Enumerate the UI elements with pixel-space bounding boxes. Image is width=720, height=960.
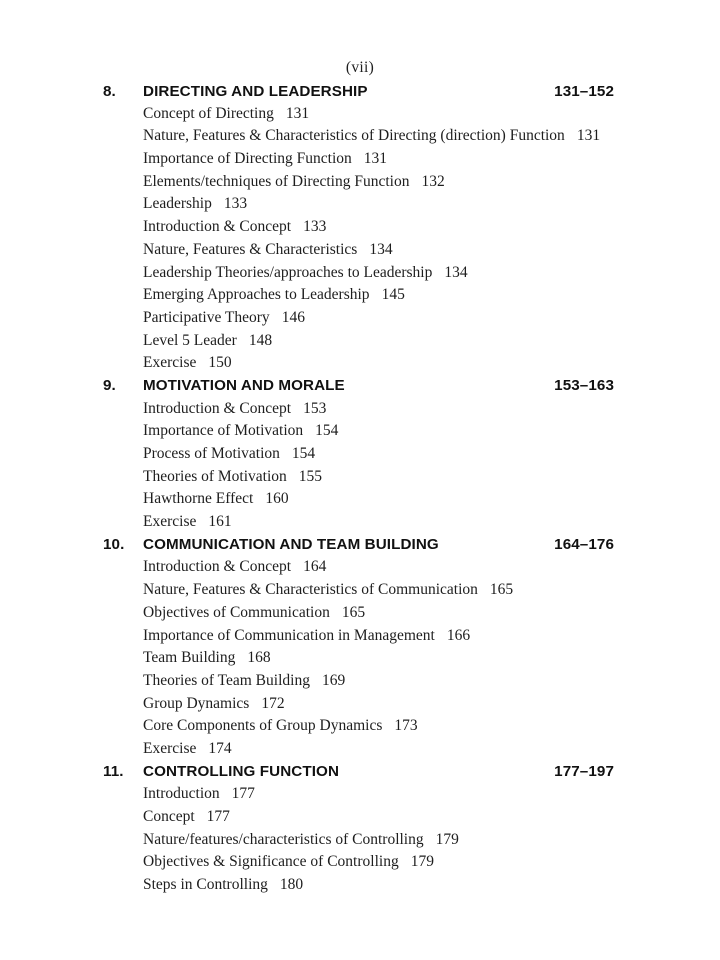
toc-entry-page: 133 xyxy=(303,218,327,236)
chapter-page-range: 164–176 xyxy=(554,536,614,554)
toc-entry-label: Importance of Communication in Management xyxy=(143,626,435,644)
toc-entry-page: 161 xyxy=(208,513,232,531)
toc-entry-label: Introduction & Concept xyxy=(143,558,292,576)
toc-entry-row xyxy=(0,851,720,874)
toc-entry-page: 172 xyxy=(261,694,285,712)
toc-entry-page: 134 xyxy=(444,263,468,281)
toc-entry-row xyxy=(0,307,720,330)
toc-entry-label: Introduction & Concept xyxy=(143,218,292,236)
toc-entry-label: Introduction xyxy=(143,785,220,803)
toc-entry-label: Nature, Features & Characteristics of Communication xyxy=(143,581,478,599)
toc-entry-row xyxy=(0,692,720,715)
toc-entry-row xyxy=(0,624,720,647)
toc-entry-row xyxy=(0,602,720,625)
chapter-number: 9. xyxy=(103,377,116,395)
toc-entry-label: Objectives of Communication xyxy=(143,603,330,621)
toc-entry-label: Exercise xyxy=(143,513,197,531)
toc-entry-row xyxy=(0,216,720,239)
toc-entry-label: Importance of Directing Function xyxy=(143,150,352,168)
toc-entry-page: 169 xyxy=(321,671,346,689)
toc-entry-page: 131 xyxy=(285,104,310,122)
toc-entry-page: 132 xyxy=(421,172,445,190)
toc-list xyxy=(0,80,720,897)
toc-entry-label: Emerging Approaches to Leadership xyxy=(143,286,370,304)
toc-entry-page: 168 xyxy=(247,649,271,667)
toc-entry-row xyxy=(0,397,720,420)
toc-entry-row xyxy=(0,239,720,262)
toc-entry-row xyxy=(0,465,720,488)
toc-entry-page: 179 xyxy=(435,830,459,848)
toc-entry-row xyxy=(0,284,720,307)
toc-entry-row xyxy=(0,738,720,761)
toc-entry-row xyxy=(0,193,720,216)
toc-entry-page: 165 xyxy=(489,581,514,599)
toc-entry-row xyxy=(0,556,720,579)
chapter-page-range: 131–152 xyxy=(554,82,614,100)
chapter-number: 11. xyxy=(103,763,124,781)
toc-entry-row xyxy=(0,828,720,851)
toc-entry-row xyxy=(0,488,720,511)
chapter-heading-row xyxy=(0,375,720,398)
toc-entry-label: Exercise xyxy=(143,354,197,372)
chapter-heading-row xyxy=(0,80,720,103)
toc-entry-page: 150 xyxy=(208,354,232,372)
toc-entry-page: 154 xyxy=(315,422,339,440)
toc-entry-page: 131 xyxy=(576,127,601,145)
chapter-title: COMMUNICATION AND TEAM BUILDING xyxy=(143,536,439,554)
toc-entry-page: 180 xyxy=(279,876,304,894)
toc-entry-row xyxy=(0,125,720,148)
chapter-title: CONTROLLING FUNCTION xyxy=(143,763,340,781)
toc-entry-label: Nature/features/characteristics of Controlling xyxy=(143,830,424,848)
toc-entry-page: 134 xyxy=(369,240,393,258)
toc-entry-page: 165 xyxy=(341,603,366,621)
toc-entry-row xyxy=(0,170,720,193)
toc-entry-row xyxy=(0,420,720,443)
toc-entry-page: 177 xyxy=(206,808,230,826)
toc-entry-label: Core Components of Group Dynamics xyxy=(143,717,383,735)
toc-entry-page: 133 xyxy=(223,195,248,213)
toc-entry-page: 166 xyxy=(446,626,471,644)
toc-entry-label: Concept of Directing xyxy=(143,104,274,122)
page-folio xyxy=(0,57,720,80)
toc-entry-label: Group Dynamics xyxy=(143,694,250,712)
toc-entry-page: 155 xyxy=(298,467,323,485)
chapter-page-range: 177–197 xyxy=(554,763,614,781)
toc-entry-page: 179 xyxy=(410,853,434,871)
toc-entry-page: 174 xyxy=(208,739,232,757)
toc-entry-label: Process of Motivation xyxy=(143,445,280,463)
toc-entry-page: 131 xyxy=(363,150,388,168)
chapter-page-range: 153–163 xyxy=(554,377,614,395)
toc-entry-row xyxy=(0,783,720,806)
toc-entry-row xyxy=(0,647,720,670)
toc-entry-label: Nature, Features & Characteristics of Directing (direction) Function xyxy=(143,127,565,145)
toc-entry-label: Steps in Controlling xyxy=(143,876,268,894)
toc-entry-label: Hawthorne Effect xyxy=(143,490,254,508)
toc-entry-row xyxy=(0,352,720,375)
chapter-number: 10. xyxy=(103,536,125,554)
toc-entry-page: 160 xyxy=(265,490,289,508)
toc-entry-label: Objectives & Significance of Controlling xyxy=(143,853,399,871)
folio-label: (vii) xyxy=(345,59,375,77)
toc-entry-row xyxy=(0,329,720,352)
toc-entry-label: Leadership Theories/approaches to Leadership xyxy=(143,263,433,281)
toc-entry-row xyxy=(0,670,720,693)
toc-entry-row xyxy=(0,148,720,171)
chapter-heading-row xyxy=(0,760,720,783)
toc-entry-row xyxy=(0,443,720,466)
toc-entry-row xyxy=(0,806,720,829)
toc-entry-page: 148 xyxy=(248,331,273,349)
chapter-number: 8. xyxy=(103,82,116,100)
toc-entry-page: 177 xyxy=(231,785,255,803)
toc-entry-label: Introduction & Concept xyxy=(143,399,292,417)
chapter-title: DIRECTING AND LEADERSHIP xyxy=(143,82,368,100)
toc-entry-row xyxy=(0,579,720,602)
toc-entry-label: Importance of Motivation xyxy=(143,422,304,440)
toc-entry-page: 154 xyxy=(291,445,316,463)
toc-entry-label: Theories of Motivation xyxy=(143,467,287,485)
toc-entry-label: Exercise xyxy=(143,739,197,757)
toc-entry-label: Elements/techniques of Directing Function xyxy=(143,172,410,190)
chapter-title: MOTIVATION AND MORALE xyxy=(143,377,345,395)
toc-entry-page: 173 xyxy=(394,717,418,735)
toc-entry-label: Leadership xyxy=(143,195,212,213)
toc-entry-label: Level 5 Leader xyxy=(143,331,237,349)
toc-entry-row xyxy=(0,715,720,738)
toc-entry-page: 146 xyxy=(281,308,305,326)
toc-entry-label: Team Building xyxy=(143,649,236,667)
toc-entry-page: 164 xyxy=(303,558,327,576)
toc-entry-label: Nature, Features & Characteristics xyxy=(143,240,358,258)
toc-entry-row xyxy=(0,511,720,534)
chapter-heading-row xyxy=(0,533,720,556)
toc-entry-label: Theories of Team Building xyxy=(143,671,310,689)
toc-entry-row xyxy=(0,874,720,897)
toc-entry-page: 153 xyxy=(303,399,327,417)
toc-entry-label: Participative Theory xyxy=(143,308,270,326)
toc-entry-label: Concept xyxy=(143,808,195,826)
toc-entry-row xyxy=(0,261,720,284)
toc-entry-page: 145 xyxy=(381,286,405,304)
toc-entry-row xyxy=(0,102,720,125)
